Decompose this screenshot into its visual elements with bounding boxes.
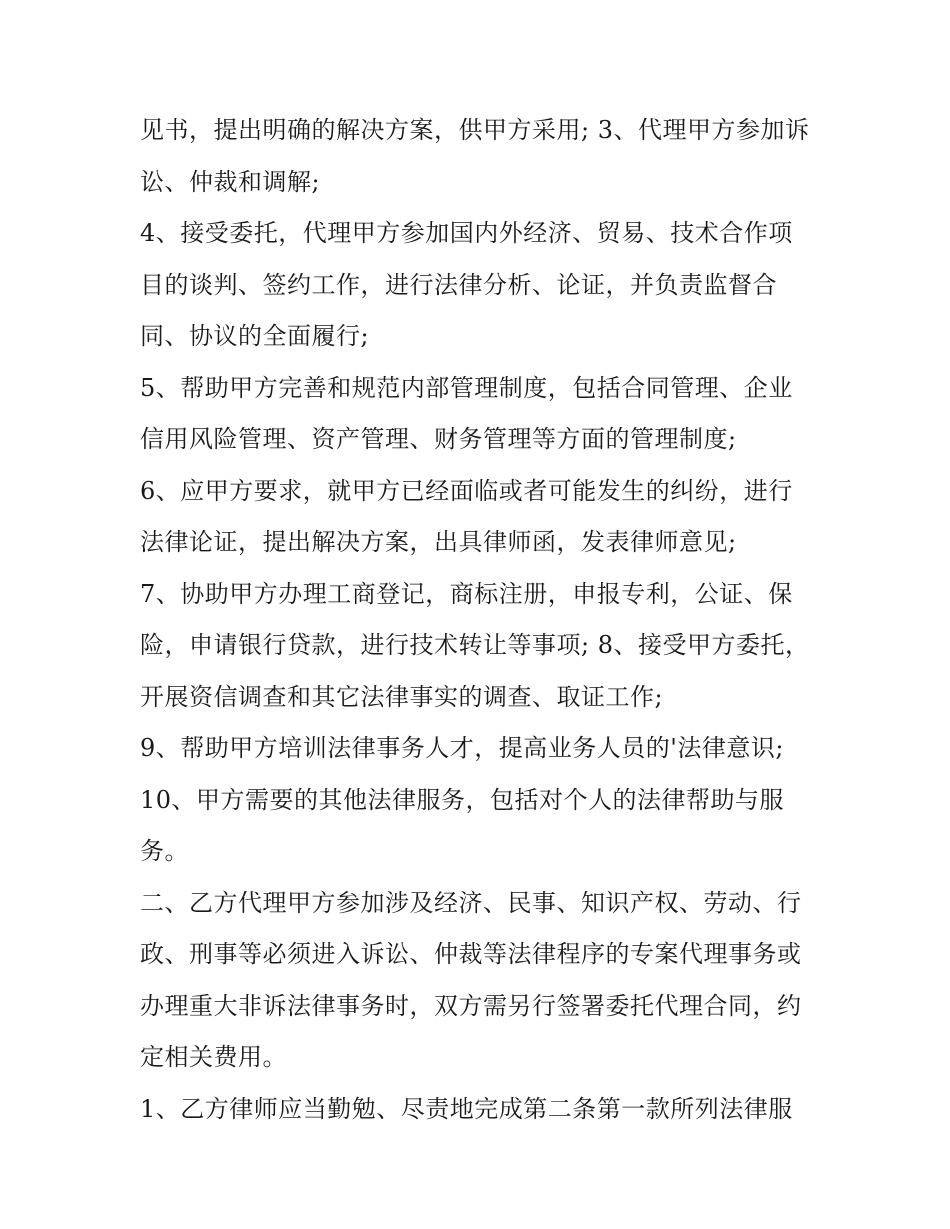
text-line: 政、刑事等必须进入诉讼、仲裁等法律程序的专案代理事务或 <box>140 940 802 968</box>
text-line: 见书，提出明确的解决方案，供甲方采用; 3、代理甲方参加诉 <box>140 116 810 144</box>
text-line: 信用风险管理、资产管理、财务管理等方面的管理制度; <box>140 425 737 453</box>
text-line: 险，申请银行贷款，进行技术转让等事项; 8、接受甲方委托， <box>140 631 810 659</box>
text-line: 10、甲方需要的其他法律服务，包括对个人的法律帮助与服 <box>140 785 785 814</box>
text-line: 二、乙方代理甲方参加涉及经济、民事、知识产权、劳动、行 <box>140 888 802 917</box>
text-line: 6、应甲方要求，就甲方已经面临或者可能发生的纠纷，进行 <box>140 476 793 505</box>
text-line: 7、协助甲方办理工商登记，商标注册，申报专利，公证、保 <box>140 579 793 608</box>
text-line: 1、乙方律师应当勤勉、尽责地完成第二条第一款所列法律服 <box>140 1094 793 1123</box>
text-line: 务。 <box>140 837 189 865</box>
text-line: 讼、仲裁和调解; <box>140 167 321 196</box>
text-line: 同、协议的全面履行; <box>140 322 370 350</box>
text-line: 5、帮助甲方完善和规范内部管理制度，包括合同管理、企业 <box>140 373 793 402</box>
text-line: 法律论证，提出解决方案，出具律师函，发表律师意见; <box>140 528 737 556</box>
text-line: 目的谈判、签约工作，进行法律分析、论证，并负责监督合 <box>140 270 777 299</box>
text-line: 9、帮助甲方培训法律事务人才，提高业务人员的'法律意识; <box>140 734 784 762</box>
document-body <box>140 105 820 1135</box>
text-line: 办理重大非诉法律事务时，双方需另行签署委托代理合同，约 <box>140 991 802 1020</box>
text-line: 定相关费用。 <box>140 1043 287 1071</box>
text-line: 4、接受委托，代理甲方参加国内外经济、贸易、技术合作项 <box>140 219 793 247</box>
text-line: 开展资信调查和其它法律事实的调查、取证工作; <box>140 682 664 711</box>
